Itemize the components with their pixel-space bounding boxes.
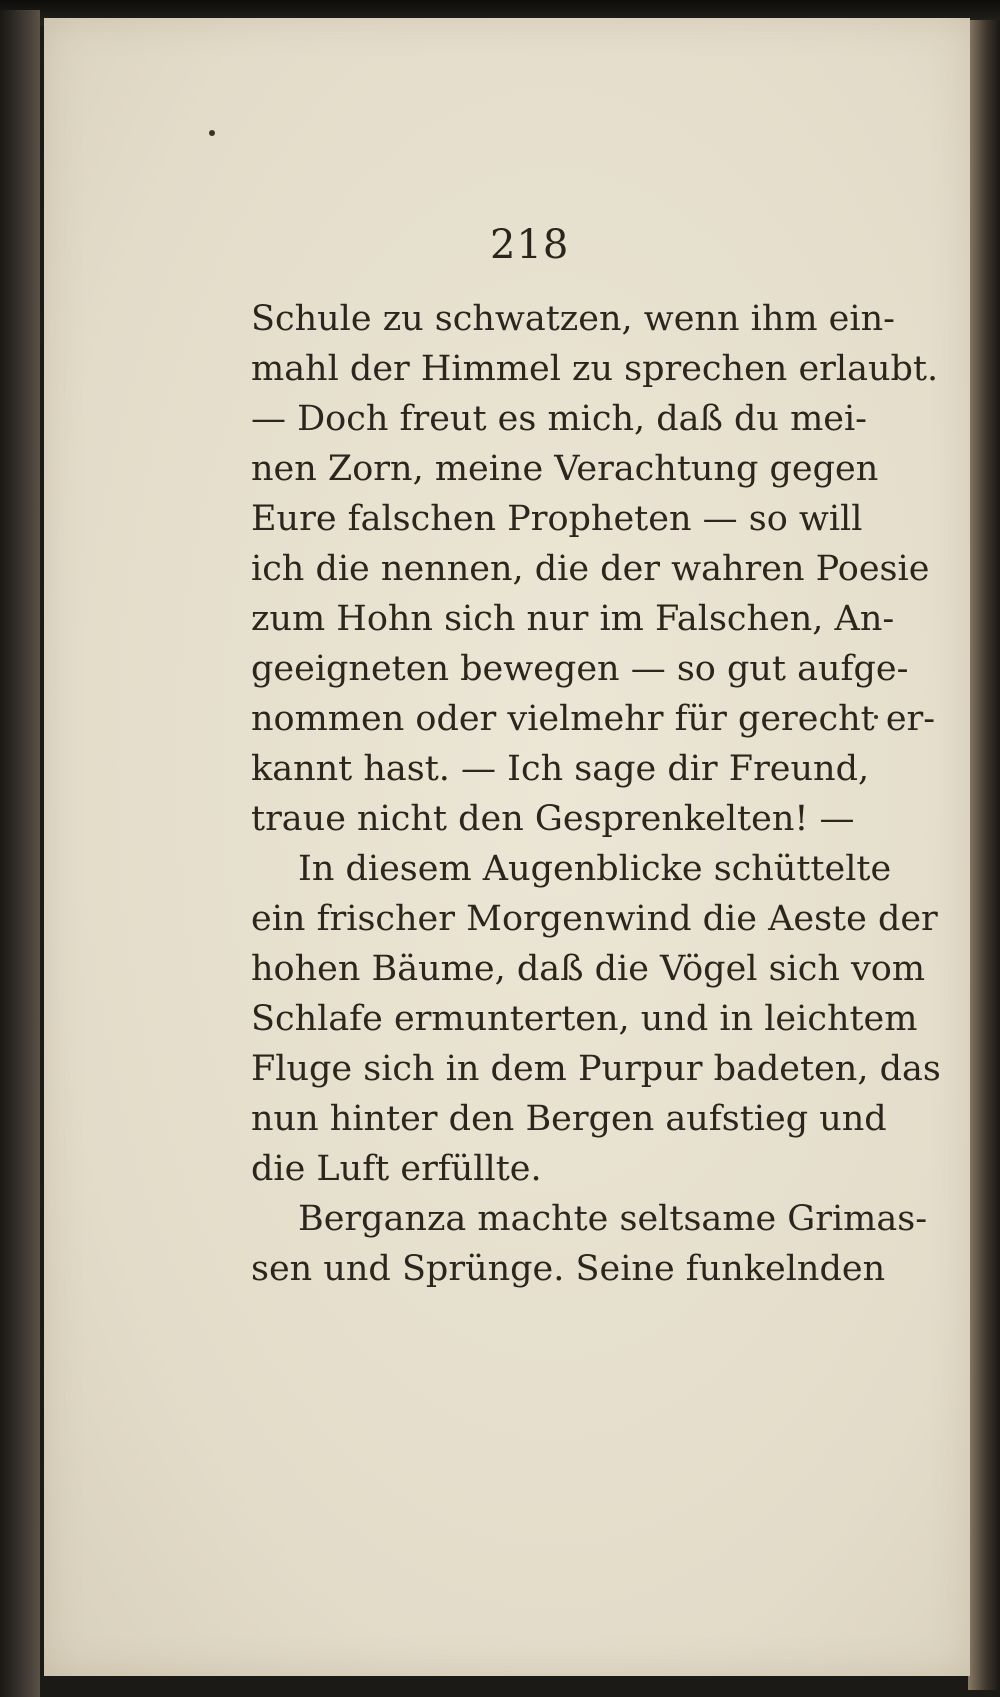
text-line: traue nicht den Gesprenkelten! —: [251, 799, 855, 839]
text-line: In diesem Augenblicke schüttelte: [298, 849, 892, 889]
text-line: zum Hohn sich nur im Falschen, An-: [251, 599, 895, 639]
text-line: sen und Sprünge. Seine funkelnden: [251, 1249, 886, 1289]
text-line: geeigneten bewegen — so gut aufge-: [251, 649, 909, 689]
text-line: hohen Bäume, daß die Vögel sich vom: [251, 949, 926, 989]
text-line: ein frischer Morgenwind die Aeste der: [251, 899, 938, 939]
text-line: Schlafe ermunterten, und in leichtem: [251, 999, 918, 1039]
text-line: die Luft erfüllte.: [251, 1149, 542, 1189]
text-line: Berganza machte seltsame Grimas-: [298, 1199, 928, 1239]
text-line: nen Zorn, meine Verachtung gegen: [251, 449, 879, 489]
text-line: ich die nennen, die der wahren Poesie: [251, 549, 930, 589]
page-number: 218: [490, 222, 570, 268]
text-line: — Doch freut es mich, daß du mei-: [251, 399, 868, 439]
text-line: nun hinter den Bergen aufstieg und: [251, 1099, 887, 1139]
text-line: nommen oder vielmehr für gerecht er-: [251, 699, 936, 739]
text-line: kannt hast. — Ich sage dir Freund,: [251, 749, 870, 789]
text-line: Eure falschen Propheten — so will: [251, 499, 863, 539]
text-line: mahl der Himmel zu sprechen erlaubt.: [251, 349, 939, 389]
text-line: Schule zu schwatzen, wenn ihm ein-: [251, 299, 895, 339]
text-line: Fluge sich in dem Purpur badeten, das: [251, 1049, 941, 1089]
